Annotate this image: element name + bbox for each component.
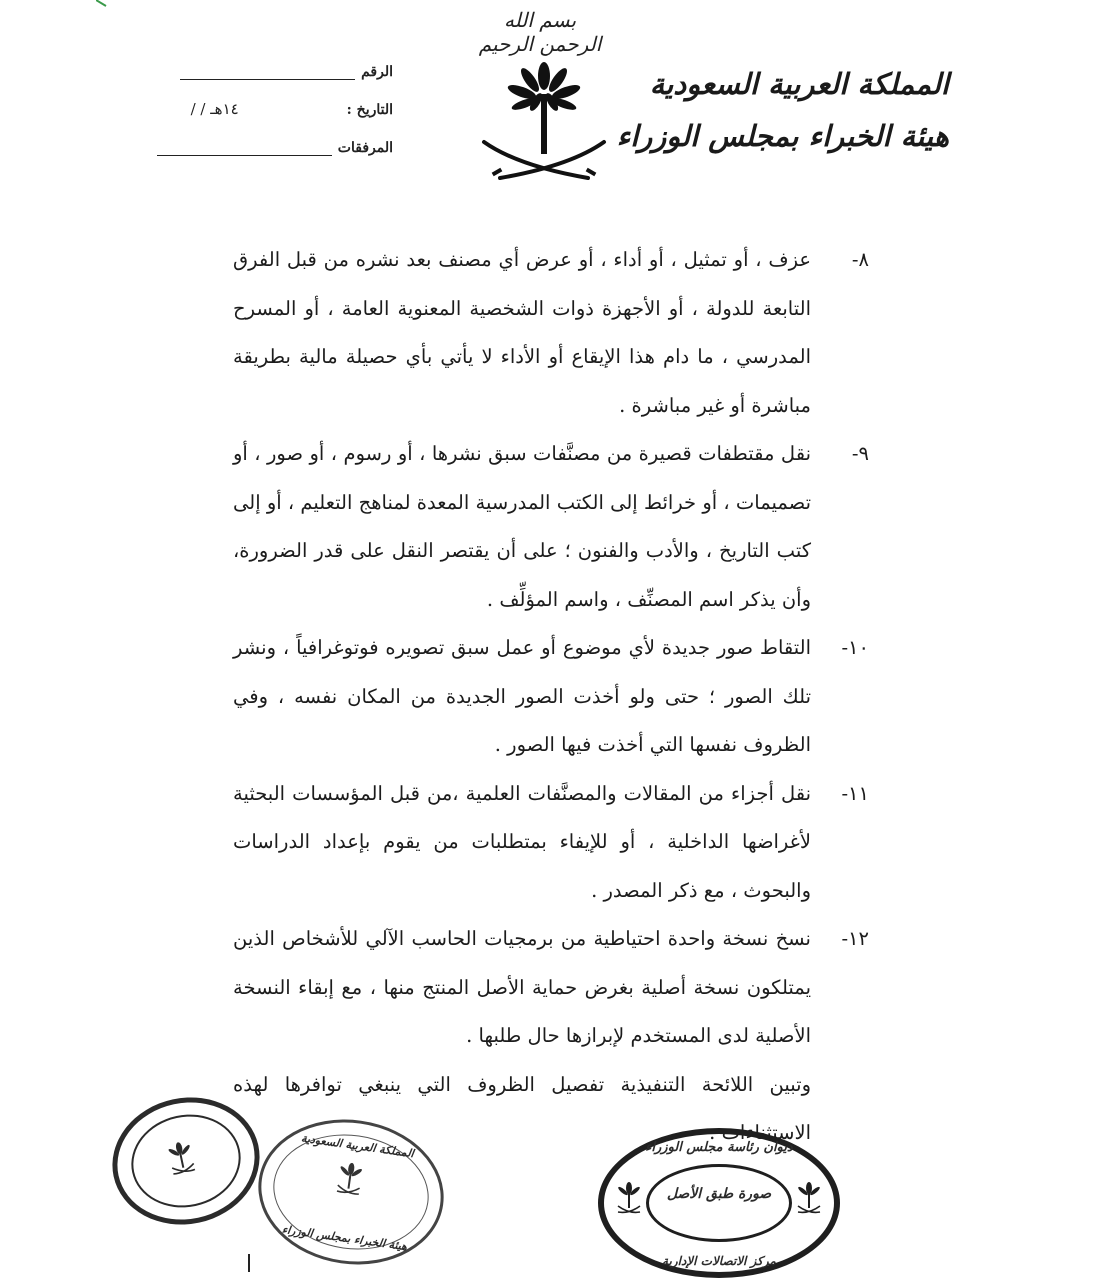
stamp-bottom-text: هيئة الخبراء بمجلس الوزراء [281, 1222, 408, 1254]
org-line-2: هيئة الخبراء بمجلس الوزراء [616, 119, 949, 153]
clause-10 [233, 624, 869, 770]
stamp-center-text: صورة طبق الأصل [666, 1186, 772, 1202]
org-line-1: المملكة العربية السعودية [649, 67, 949, 101]
organization-name [617, 58, 949, 162]
corner-mark [96, 0, 108, 8]
basmala: بسم الله الرحمن الرحيم [478, 8, 602, 56]
attachments-label: المرفقات [337, 140, 393, 156]
date-value: ١٤هـ / / [190, 100, 239, 118]
palm-swords-emblem-icon [478, 58, 610, 188]
emblem-icon [334, 1161, 364, 1198]
clause-text: عزف ، أو تمثيل ، أو أداء ، أو عرض أي مصنف بعد نشره من قبل الفرق التابعة للدولة ، أو الأجهزة ذوات الشخصية المعنوية العامة ، أو المسرح المدرسي ، ما دام هذا الإيقاع أو الأداء لا يأتي بأي حصيلة مالية بطريقة مباشرة أو غير مباشرة . [233, 248, 811, 417]
attachments-line [157, 141, 332, 156]
clause-12 [233, 915, 869, 1061]
clause-text: نقل مقتطفات قصيرة من مصنَّفات سبق نشرها ، أو رسوم ، أو صور ، أو تصميمات ، أو خرائط إلى الكتب المدرسية المعدة لمناهج التعليم ، أو إلى كتب التاريخ ، والأدب والفنون ؛ على أن يقتصر النقل على قدر الضرورة، وأن يذكر اسم المصنِّف ، واسم المؤلِّف . [233, 442, 811, 611]
emblem-icon [796, 1182, 822, 1216]
clause-number: ٩- [851, 442, 869, 465]
clause-text: نقل أجزاء من المقالات والمصنَّفات العلمية ،من قبل المؤسسات البحثية لأغراضها الداخلية ، أو للإيفاء بمتطلبات من يقوم بإعداد الدراسات والبحوث ، مع ذكر المصدر . [233, 781, 811, 902]
date-field [191, 100, 393, 118]
clause-number: ١٠- [841, 636, 869, 659]
certified-copy-stamp [598, 1128, 840, 1278]
document-body [233, 236, 869, 1158]
date-label: التاريخ : [346, 102, 393, 118]
number-field [180, 64, 393, 80]
clause-number: ١١- [841, 781, 869, 805]
clause-text: التقاط صور جديدة لأي موضوع أو عمل سبق تصويره فوتوغرافياً ، ونشر تلك الصور ؛ حتى ولو أخذت الصور الجديدة من المكان نفسه ، وفي الظروف نفسها التي أخذت فيها الصور . [233, 636, 811, 756]
clause-number: ١٢- [841, 927, 869, 950]
margin-mark [246, 1254, 252, 1272]
clause-text: نسخ نسخة واحدة احتياطية من برمجيات الحاسب الآلي للأشخاص الذين يمتلكون نسخة أصلية بغرض حماية الأصل المنتج منها ، مع إبقاء النسخة الأصلية لدى المستخدم لإبرازها حال طلبها . [233, 927, 811, 1047]
emblem-icon [616, 1182, 642, 1216]
stamp-top-text: ديوان رئاسة مجلس الوزراء [645, 1140, 793, 1155]
clause-number: ٨- [851, 248, 869, 271]
stamp-inner-ring [646, 1164, 792, 1242]
stamp-top-text: المملكة العربية السعودية [300, 1131, 415, 1161]
number-label: الرقم [361, 64, 393, 80]
attachments-field [157, 140, 393, 156]
clause-11 [233, 770, 869, 916]
clause-9 [233, 430, 869, 624]
closing-paragraph: وتبين اللائحة التنفيذية تفصيل الظروف التي ينبغي توافرها لهذه الاستثناءات . [233, 1072, 811, 1144]
clause-8 [233, 236, 869, 430]
number-line [180, 65, 355, 80]
stamp-bottom-text: مركز الاتصالات الإدارية [662, 1254, 776, 1268]
